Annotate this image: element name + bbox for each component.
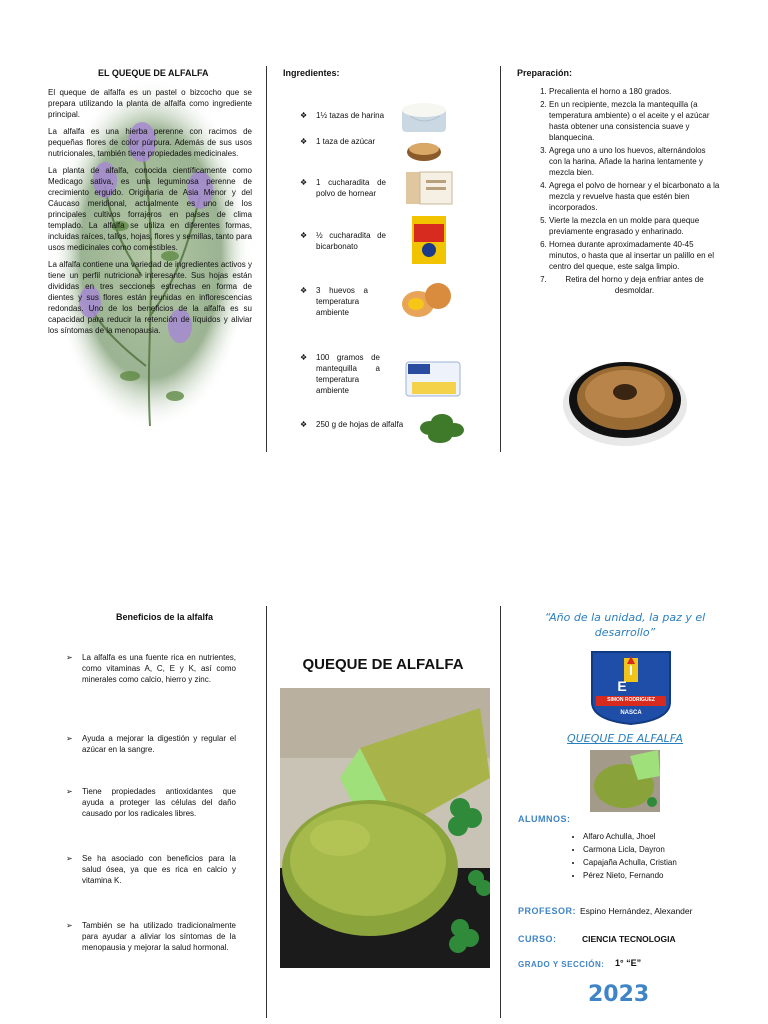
school-logo xyxy=(588,650,674,726)
logo-school-name: SIMON RODRIGUEZ xyxy=(607,697,655,703)
divider-bottom-1 xyxy=(266,606,267,1018)
preparation-steps xyxy=(532,86,720,298)
col1-section xyxy=(48,62,252,432)
ingredient-text: 1½ tazas de harina xyxy=(316,111,385,120)
diamond-bullet-icon: ❖ xyxy=(300,111,308,120)
curso-name: CIENCIA TECNOLOGIA xyxy=(582,934,676,944)
step-item: 6. Hornea durante aproximadamente 40-45 minutos, o hasta que al insertar un palillo en el centro del queque, este salga limpio. xyxy=(549,239,720,272)
ingredient-text: 250 g de hojas de alfalfa xyxy=(316,420,404,429)
arrow-bullet-icon: ➢ xyxy=(66,653,73,662)
divider-top-1 xyxy=(266,66,267,452)
sugar-image xyxy=(405,138,443,162)
diamond-bullet-icon: ❖ xyxy=(300,231,308,240)
cover-cake-image xyxy=(590,750,660,812)
diamond-bullet-icon: ❖ xyxy=(300,286,308,295)
col1-body xyxy=(48,87,252,342)
bicarbonate-image xyxy=(410,214,448,266)
year-text: 2023 xyxy=(588,982,650,1007)
diamond-bullet-icon: ❖ xyxy=(300,178,308,187)
arrow-bullet-icon: ➢ xyxy=(66,921,73,930)
cake-main-title: QUEQUE DE ALFALFA xyxy=(302,656,464,673)
paragraph: La alfalfa contiene una variedad de ingredientes activos y tiene un perfil nutricional interesante. Sus hojas están divididas en tres secciones estrechas en forma de dientes y sus flores están reunidas en inflorescencias redondas. Uno de los beneficios de la alfalfa es su capacidad para reducir la retención de líquidos y aliviar los síntomas de la menopausia. xyxy=(48,260,252,335)
step-item: 1. Precalienta el horno a 180 grados. xyxy=(549,86,720,97)
paragraph: La alfalfa es una hierba perenne con racimos de pequeñas flores de color púrpura. Además de sus usos nutricionales, también tiene propiedades medicinales. xyxy=(48,127,252,158)
profesor-name: Espino Hernández, Alexander xyxy=(580,906,693,916)
eggs-image xyxy=(398,280,454,320)
student-item: • Capajaña Achulla, Cristian xyxy=(583,856,677,869)
step-item: 2. En un recipiente, mezcla la mantequilla (a temperatura ambiente) o el aceite y el azúcar hasta obtener una consistencia suave y blanquecina. xyxy=(549,99,720,143)
profesor-label: PROFESOR: xyxy=(518,906,577,916)
diamond-bullet-icon: ❖ xyxy=(300,353,308,362)
student-item: • Carmona Licla, Dayron xyxy=(583,843,677,856)
ingredients-title: Ingredientes: xyxy=(283,68,340,78)
paragraph: La planta de alfalfa, conocida científicamente como Medicago sativa, es una leguminosa perenne de crecimiento erguido. Originaria de Asia Menor y del Cáucaso meridional, actualmente es uno de los principales cultivos forrajeros en países de clima templado. La alfalfa se utiliza en diferentes formas, incluidas raíces, tallos, hojas, flores y semillas, tanto para usos medicinales como comestibles. xyxy=(48,166,252,252)
divider-top-2 xyxy=(500,66,501,452)
benefit-text: La alfalfa es una fuente rica en nutrientes, como vitaminas A, C, E y K, así como minerales como calcio, hierro y zinc. xyxy=(82,653,236,684)
baking-powder-image xyxy=(404,168,454,208)
benefits-title: Beneficios de la alfalfa xyxy=(116,612,214,622)
arrow-bullet-icon: ➢ xyxy=(66,734,73,743)
ingredient-text: 100 gramos de mantequilla a temperatura ambiente xyxy=(316,353,380,395)
benefit-text: Se ha asociado con beneficios para la salud ósea, ya que es rica en calcio y vitamina K. xyxy=(82,854,236,885)
butter-image xyxy=(404,356,462,400)
ingredient-text: 1 taza de azúcar xyxy=(316,137,376,146)
arrow-bullet-icon: ➢ xyxy=(66,787,73,796)
benefit-text: Tiene propiedades antioxidantes que ayuda a proteger las células del daño causado por los radicales libres. xyxy=(82,787,236,818)
ingredient-text: 1 cucharadita de polvo de hornear xyxy=(316,178,386,198)
flour-image xyxy=(400,98,450,134)
curso-label: CURSO: xyxy=(518,934,557,944)
student-item: • Pérez Nieto, Fernando xyxy=(583,869,677,882)
cover-subtitle: QUEQUE DE ALFALFA xyxy=(567,732,683,745)
students-label: ALUMNOS: xyxy=(518,814,571,824)
students-list xyxy=(567,830,677,882)
divider-bottom-2 xyxy=(500,606,501,1018)
col1-title: EL QUEQUE DE ALFALFA xyxy=(98,68,209,78)
step-item: 4. Agrega el polvo de hornear y el bicarbonato a la mezcla y revuelve hasta que estén bien incorporados. xyxy=(549,180,720,213)
benefit-text: También se ha utilizado tradicionalmente para ayudar a aliviar los síntomas de la menopausia y mejorar la salud hormonal. xyxy=(82,921,236,952)
diamond-bullet-icon: ❖ xyxy=(300,137,308,146)
step-item: 7. Retira del horno y deja enfriar antes de desmoldar. xyxy=(549,274,720,296)
step-item: 3. Agrega uno a uno los huevos, alternándolos con la harina. Añade la harina lentamente y mezcla bien. xyxy=(549,145,720,178)
motto-text: “Año de la unidad, la paz y el desarrollo” xyxy=(544,611,706,639)
logo-city: NASCA xyxy=(620,710,642,716)
diamond-bullet-icon: ❖ xyxy=(300,420,308,429)
benefit-text: Ayuda a mejorar la digestión y regular el azúcar en la sangre. xyxy=(82,734,236,754)
preparation-title: Preparación: xyxy=(517,68,573,78)
logo-letters: I E xyxy=(617,662,651,694)
step-item: 5. Vierte la mezcla en un molde para queque previamente engrasado y enharinado. xyxy=(549,215,720,237)
baked-cake-image xyxy=(560,354,690,450)
paragraph: El queque de alfalfa es un pastel o bizcocho que se prepara utilizando la planta de alfalfa como ingrediente principal. xyxy=(48,88,252,119)
ingredient-text: ½ cucharadita de bicarbonato xyxy=(316,231,386,251)
grado-label: GRADO Y SECCIÓN: xyxy=(518,960,605,969)
green-cake-photo xyxy=(280,688,490,968)
ingredient-text: 3 huevos a temperatura ambiente xyxy=(316,286,368,317)
arrow-bullet-icon: ➢ xyxy=(66,854,73,863)
grado-value: 1° “E” xyxy=(615,958,642,968)
alfalfa-leaves-image xyxy=(418,410,466,446)
student-item: • Alfaro Achulla, Jhoel xyxy=(583,830,677,843)
